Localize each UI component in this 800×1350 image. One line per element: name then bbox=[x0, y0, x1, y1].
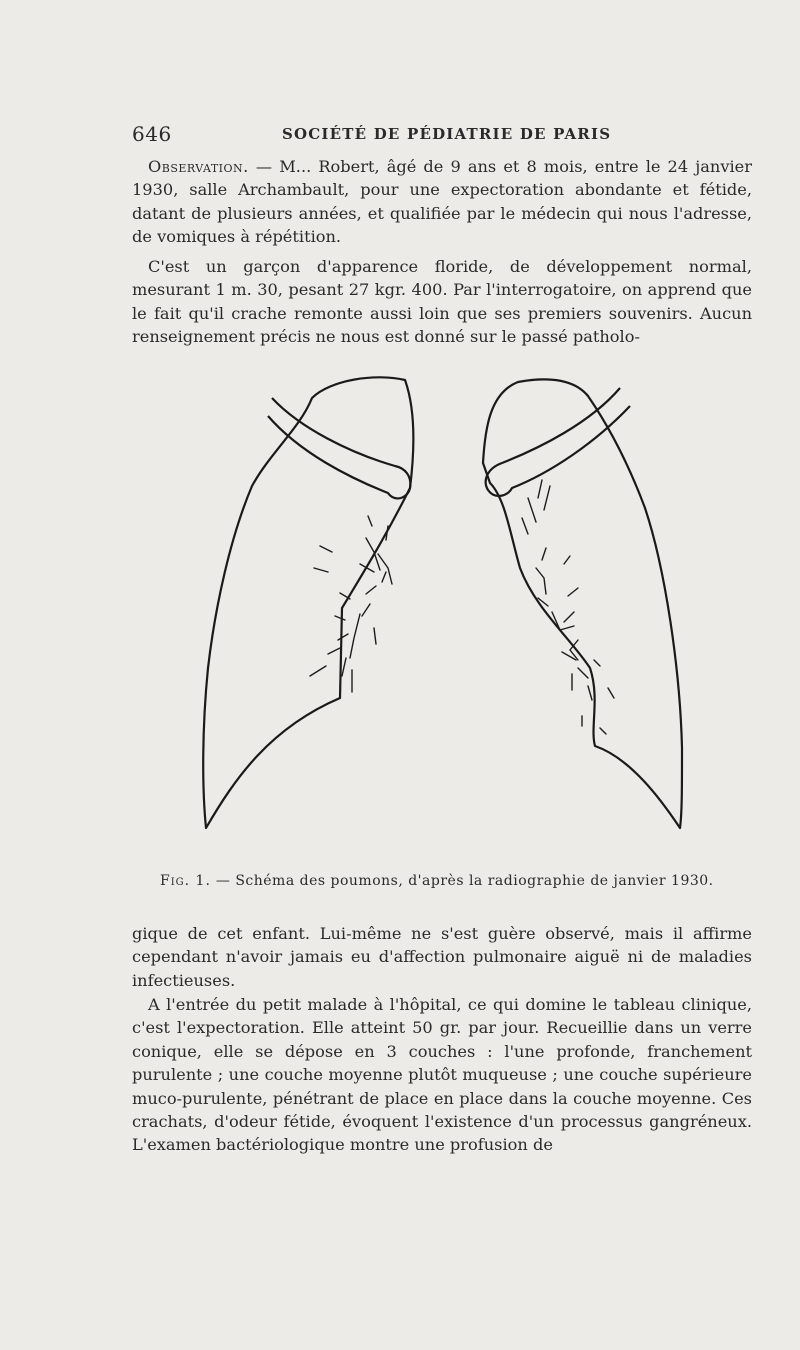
page-number: 646 bbox=[132, 122, 172, 146]
figure-caption-text: — Schéma des poumons, d'après la radiographie de janvier 1930. bbox=[210, 873, 714, 889]
page-header bbox=[132, 122, 752, 152]
figure-caption bbox=[160, 873, 740, 889]
observation-text: — M... Robert, âgé de 9 ans et 8 mois, entre le 24 janvier 1930, salle Archambault, pour une expectoration abondante et fétide, datant de plusieurs années, et qualifiée par le médecin qui nous l'adresse, de vomiques à répétition. bbox=[132, 157, 752, 247]
observation-lead: Observation. bbox=[148, 157, 249, 176]
running-title: SOCIÉTÉ DE PÉDIATRIE DE PARIS bbox=[282, 125, 612, 143]
observation-paragraph bbox=[132, 155, 752, 249]
continuation-paragraph: gique de cet enfant. Lui-même ne s'est guère observé, mais il affirme cependant n'avoir jamais eu d'affection pulmonaire aiguë ni de maladies infectieuses. bbox=[132, 924, 752, 990]
expectoration-paragraph: A l'entrée du petit malade à l'hôpital, ce qui domine le tableau clinique, c'est l'expectoration. Elle atteint 50 gr. par jour. Recueillie dans un verre conique, elle se dépose en 3 couches : l'une profonde, franchement purulente ; une couche moyenne plutôt muqueuse ; une couche supérieure muco-purulente, pénétrant de place en place dans la couche moyenne. Ces crachats, d'odeur fétide, évoquent l'existence d'un processus gangréneux. L'examen bactériologique montre une profusion de bbox=[132, 995, 752, 1155]
lung-schema-drawing bbox=[190, 368, 710, 858]
left-clavicle bbox=[486, 388, 630, 496]
left-hilar-markings bbox=[522, 480, 614, 734]
lung-schema-figure bbox=[190, 368, 710, 858]
figure-label: Fig. 1. bbox=[160, 873, 211, 889]
description-paragraph: C'est un garçon d'apparence floride, de développement normal, mesurant 1 m. 30, pesant 27 kgr. 400. Par l'interrogatoire, on apprend que le fait qu'il crache remonte aussi loin que ses premiers souvenirs. Aucun renseignement précis ne nous est donné sur le passé patholo- bbox=[132, 257, 752, 347]
right-clavicle bbox=[268, 398, 410, 498]
right-lung-outline bbox=[203, 377, 413, 828]
